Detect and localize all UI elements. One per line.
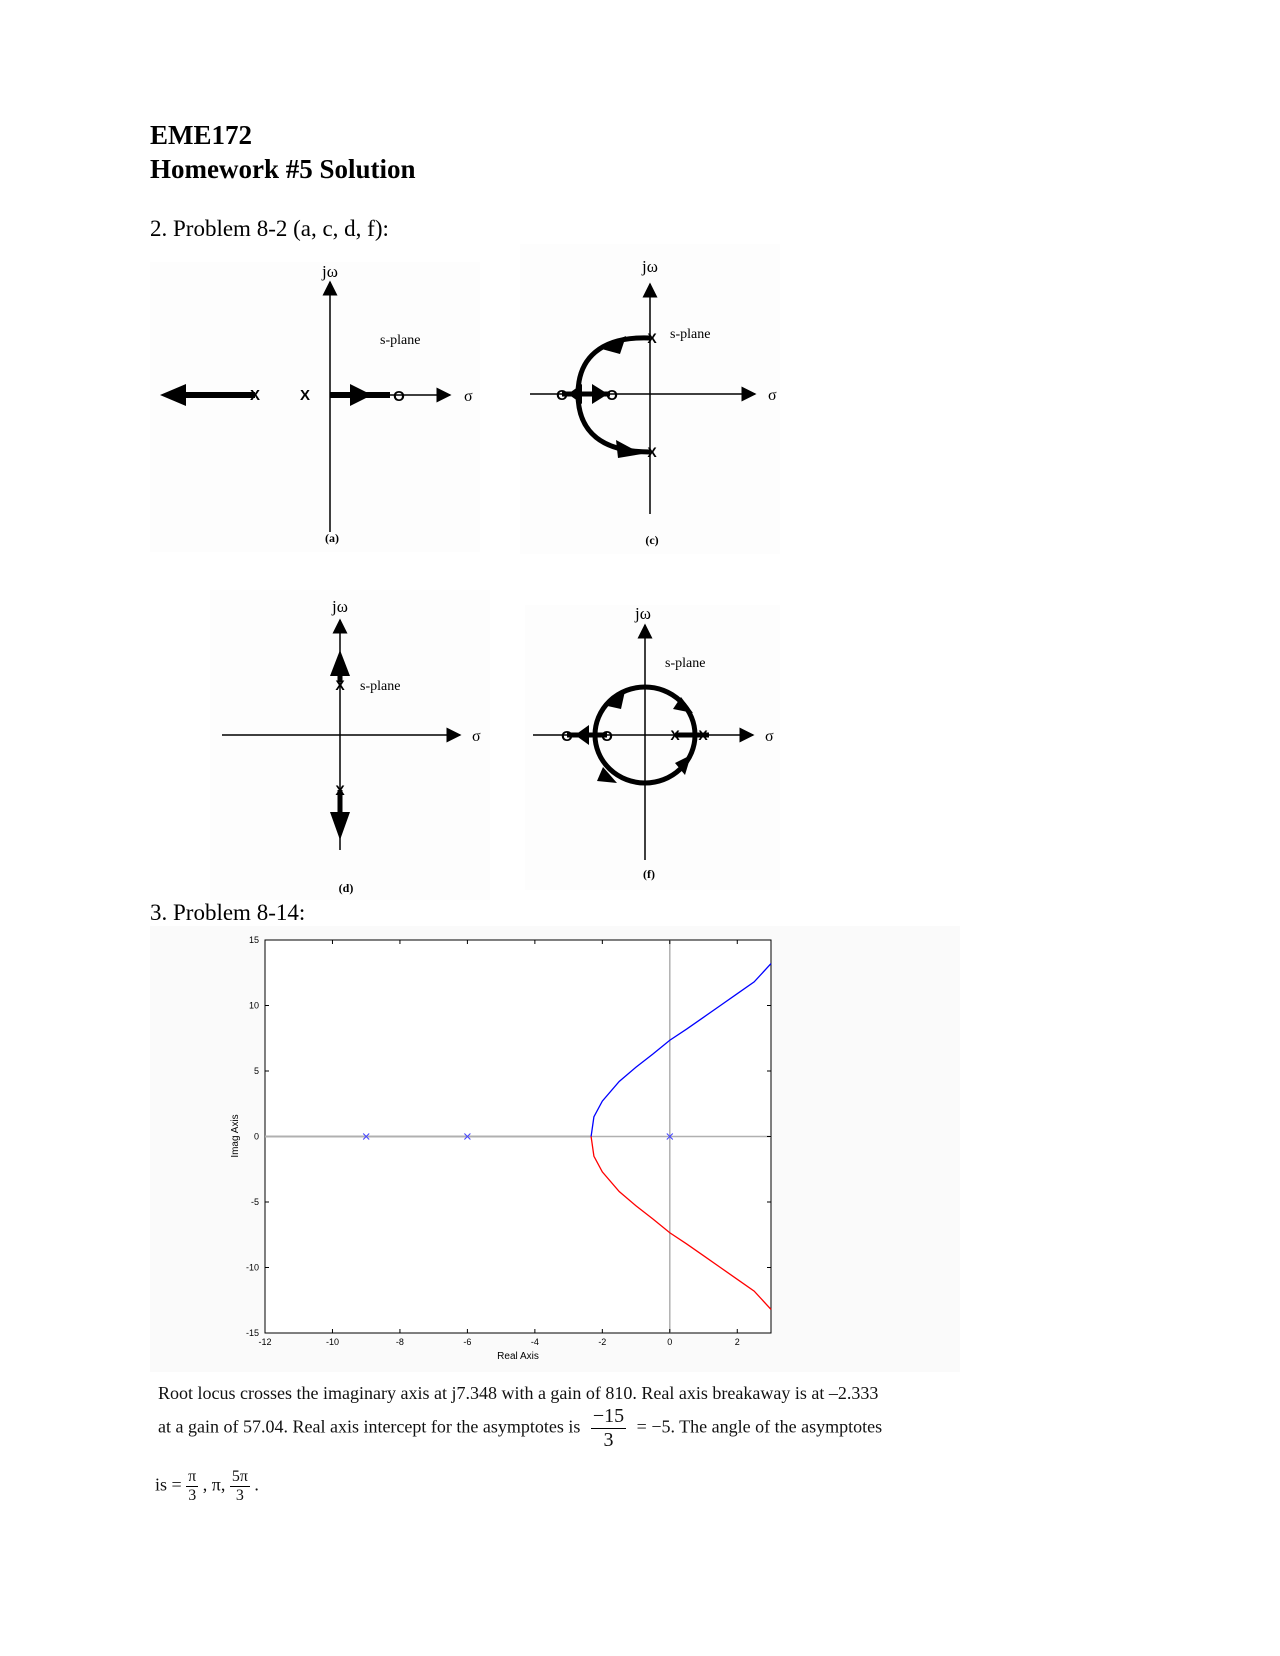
y-tick-label: -10: [245, 1262, 259, 1273]
root-locus-plot: [150, 926, 960, 1372]
caption-d: (d): [338, 881, 354, 895]
sigma-label: σ: [765, 728, 774, 745]
x-tick-label: 0: [667, 1337, 673, 1347]
section2-heading: 2. Problem 8-2 (a, c, d, f):: [150, 216, 389, 241]
y-tick-label: -15: [245, 1328, 259, 1338]
pole-marker: X: [335, 677, 345, 693]
angles-label: is =: [155, 1474, 182, 1495]
y-tick-label: 10: [248, 1000, 259, 1011]
sigma-label: σ: [768, 387, 777, 404]
locus-arrow: [330, 812, 350, 840]
pole-marker: X: [647, 444, 657, 460]
s-plane-label: s-plane: [380, 333, 421, 348]
s-plane-label: s-plane: [360, 679, 401, 694]
zero-marker: O: [556, 387, 568, 404]
caption-f: (f): [643, 867, 655, 881]
x-tick-label: -2: [598, 1337, 607, 1347]
angle2-num: 5π: [231, 1468, 248, 1485]
root-locus-sketch-d: [210, 590, 490, 900]
jw-label: jω: [332, 597, 348, 616]
x-tick-label: -4: [530, 1337, 539, 1347]
y-tick-label: -5: [250, 1197, 259, 1207]
fraction-denominator: 3: [603, 1429, 614, 1451]
x-tick-label: -10: [325, 1337, 339, 1347]
x-axis-label: Real Axis: [497, 1351, 539, 1362]
jw-label: jω: [322, 262, 338, 281]
s-plane-label: s-plane: [670, 327, 711, 342]
root-locus-svg: [150, 926, 960, 1372]
zero-marker: O: [601, 728, 613, 745]
locus-arrow: [575, 725, 589, 745]
zero-marker: O: [561, 728, 573, 745]
x-tick-label: -6: [463, 1337, 472, 1347]
angles-end: .: [254, 1474, 259, 1495]
jw-label: jω: [642, 257, 658, 276]
pole-marker: X: [647, 330, 657, 346]
sigma-label: σ: [464, 388, 473, 405]
result-line-2-tail: = −5. The angle of the asymptotes: [636, 1416, 883, 1437]
root-locus-sketch-f: [525, 605, 780, 890]
pole-marker: X: [698, 727, 708, 743]
angle2-den: 3: [235, 1487, 244, 1504]
locus-arrow: [160, 384, 186, 406]
fraction-numerator: −15: [592, 1405, 625, 1427]
caption-c: (c): [645, 533, 659, 547]
asymptote-fraction: [591, 1405, 626, 1452]
result-line-1: Root locus crosses the imaginary axis at j7.348 with a gain of 810. Real axis breakaway is at –2.333: [158, 1383, 879, 1403]
y-tick-label: 5: [253, 1066, 259, 1076]
caption-a: (a): [325, 531, 339, 545]
sigma-label: σ: [472, 728, 481, 745]
asymptote-angles: [155, 1468, 259, 1505]
zero-marker: O: [393, 388, 405, 405]
s-plane-label: s-plane: [665, 656, 706, 671]
result-line-2-text: at a gain of 57.04. Real axis intercept for the asymptotes is: [158, 1416, 581, 1437]
page-title: Homework #5 Solution: [150, 154, 416, 184]
angles-mid: , π,: [202, 1474, 226, 1495]
x-tick-label: -12: [258, 1337, 272, 1347]
angle1-num: π: [188, 1468, 197, 1485]
root-locus-sketch-a: [150, 262, 480, 552]
y-axis-label: Imag Axis: [230, 1114, 241, 1158]
x-tick-label: -8: [395, 1337, 404, 1347]
zero-marker: O: [606, 387, 618, 404]
pole-marker: X: [249, 387, 261, 404]
locus-arrow: [330, 650, 350, 676]
locus-arrow: [616, 440, 642, 458]
course-title: EME172: [150, 120, 253, 150]
pole-marker: X: [670, 727, 680, 743]
angle1-den: 3: [188, 1487, 197, 1504]
locus-arrow: [350, 384, 372, 406]
locus-arrow: [568, 384, 582, 404]
y-tick-label: 0: [253, 1131, 259, 1142]
angle-fraction-1: [186, 1468, 198, 1505]
pole-marker: X: [299, 387, 311, 404]
y-tick-label: 15: [248, 935, 259, 945]
jw-label: jω: [635, 605, 651, 623]
section3-heading: 3. Problem 8-14:: [150, 900, 306, 925]
result-line-2: [158, 1405, 978, 1452]
angle-fraction-2: [230, 1468, 250, 1505]
root-locus-sketch-c: [520, 244, 780, 554]
pole-marker: X: [335, 782, 345, 798]
x-tick-label: 2: [734, 1337, 740, 1347]
